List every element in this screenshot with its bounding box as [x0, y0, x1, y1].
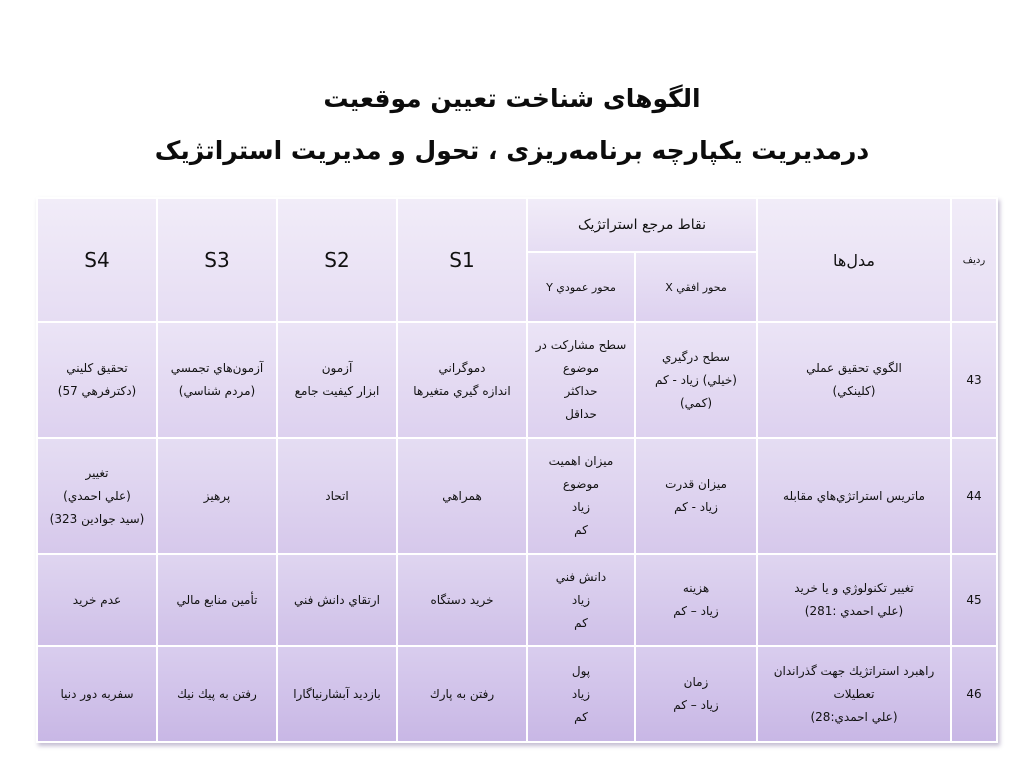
cell-text-line: موضوع [562, 477, 600, 491]
cell-text-line: حداكثر [564, 384, 598, 398]
cell-text-line: آزمون‌هاي تجمسي [170, 361, 264, 375]
cell-text-line: زياد – كم [673, 698, 719, 712]
strategy-models-table [36, 197, 998, 743]
cell-y-axis [527, 438, 635, 554]
cell-s2 [277, 646, 397, 742]
cell-text-line: حداقل [565, 407, 597, 421]
cell-text-line: تغيير تكنولوژي و يا خريد [794, 581, 914, 595]
cell-text-line: (سيد جوادين 323) [49, 511, 145, 526]
table-row [37, 322, 997, 438]
cell-text-line: عدم خريد [72, 592, 122, 607]
cell-s3 [157, 646, 277, 742]
cell-s3 [157, 554, 277, 646]
cell-y-axis [527, 554, 635, 646]
cell-text-line: سطح درگيري [662, 349, 730, 364]
cell-text-line: اندازه گيري متغيرها [413, 384, 511, 398]
cell-text-line: راهبرد استراتژيك جهت گذراندان [773, 663, 935, 678]
cell-text-line: خريد دستگاه [430, 592, 494, 607]
header-ref-points: نقاط مرجع استراتژیک [527, 198, 757, 252]
cell-s1 [397, 438, 527, 554]
cell-model [757, 646, 951, 742]
cell-text-line: تغيير [85, 465, 109, 480]
header-models: مدل‌ها [757, 198, 951, 322]
cell-text-line: زياد – كم [673, 604, 719, 618]
cell-text-line: بازديد آبشارنياگارا [293, 686, 381, 701]
table-row [37, 646, 997, 742]
cell-text-line: تأمين منابع مالي [176, 592, 258, 607]
cell-text-line: (علي احمدي :281) [804, 604, 904, 618]
cell-s3 [157, 438, 277, 554]
cell-y-axis [527, 646, 635, 742]
header-s2: S2 [277, 198, 397, 322]
row-number: 46 [951, 646, 997, 742]
cell-s1 [397, 646, 527, 742]
cell-text-line: (كلينكي) [832, 384, 876, 398]
cell-text-line: تعطيلات [833, 686, 875, 701]
cell-text-line: ابزار كيفيت جامع [294, 384, 380, 398]
row-number: 44 [951, 438, 997, 554]
cell-text-line: ماتريس استراتژي‌هاي مقابله [783, 488, 925, 503]
cell-s4 [37, 322, 157, 438]
cell-text-line: همراهي [442, 488, 482, 503]
header-s1: S1 [397, 198, 527, 322]
cell-text-line: كم [574, 709, 588, 724]
cell-s4 [37, 554, 157, 646]
header-row-no: رديف [951, 198, 997, 322]
cell-model [757, 438, 951, 554]
table-row [37, 438, 997, 554]
cell-x-axis [635, 554, 757, 646]
cell-model [757, 322, 951, 438]
cell-text-line: ميزان اهميت [548, 454, 614, 468]
cell-text-line: زياد [571, 500, 591, 514]
cell-x-axis [635, 438, 757, 554]
cell-text-line: سفربه دور دنيا [60, 686, 134, 701]
row-number: 45 [951, 554, 997, 646]
cell-s2 [277, 322, 397, 438]
page-title-line-1: الگوهای شناخت تعیین موقعیت [323, 84, 701, 113]
page-title-line-2: درمدیریت یکپارچه برنامه‌ریزی ، تحول و مدیریت استراتژیک [154, 136, 870, 165]
header-s3: S3 [157, 198, 277, 322]
cell-text-line: (مردم شناسي) [178, 384, 256, 398]
cell-text-line: هزينه [682, 581, 710, 595]
cell-model [757, 554, 951, 646]
cell-text-line: سطح مشاركت در [535, 338, 627, 352]
cell-text-line: (خيلي) زياد - كم [655, 372, 737, 387]
cell-s4 [37, 646, 157, 742]
cell-text-line: زياد [571, 686, 591, 701]
cell-text-line: رفتن به پارك [429, 686, 495, 701]
cell-s1 [397, 322, 527, 438]
cell-text-line: دموگراني [438, 361, 486, 375]
cell-x-axis [635, 322, 757, 438]
cell-text-line: (دكترفرهي 57) [57, 384, 137, 398]
cell-y-axis [527, 322, 635, 438]
cell-text-line: اتحاد [325, 488, 349, 503]
cell-s1 [397, 554, 527, 646]
row-number: 43 [951, 322, 997, 438]
cell-text-line: زمان [683, 675, 709, 689]
cell-s4 [37, 438, 157, 554]
cell-text-line: آزمون [321, 361, 353, 375]
cell-text-line: كم [574, 523, 588, 537]
cell-text-line: دانش فني [555, 569, 607, 584]
cell-text-line: ارتقاي دانش فني [294, 592, 380, 607]
table-row [37, 554, 997, 646]
header-x-axis: محور افقي X [635, 252, 757, 322]
cell-text-line: (كمي) [679, 395, 712, 410]
header-y-axis: محور عمودي Y [527, 252, 635, 322]
cell-text-line: ميزان قدرت [665, 477, 727, 491]
header-s4: S4 [37, 198, 157, 322]
cell-text-line: (علي احمدي:28) [810, 709, 898, 724]
cell-text-line: تحقيق كليني [66, 361, 128, 375]
cell-text-line: موضوع [562, 361, 600, 375]
cell-text-line: (علي احمدي) [63, 488, 131, 503]
cell-text-line: الگوي تحقيق عملي [806, 361, 902, 375]
cell-text-line: پرهيز [203, 488, 231, 503]
cell-s2 [277, 554, 397, 646]
cell-text-line: رفتن به پيك نيك [177, 686, 257, 701]
cell-text-line: پول [571, 663, 591, 678]
cell-text-line: زياد [571, 592, 591, 607]
cell-x-axis [635, 646, 757, 742]
cell-text-line: زياد - كم [674, 500, 718, 514]
cell-s2 [277, 438, 397, 554]
cell-text-line: كم [574, 615, 588, 630]
cell-s3 [157, 322, 277, 438]
